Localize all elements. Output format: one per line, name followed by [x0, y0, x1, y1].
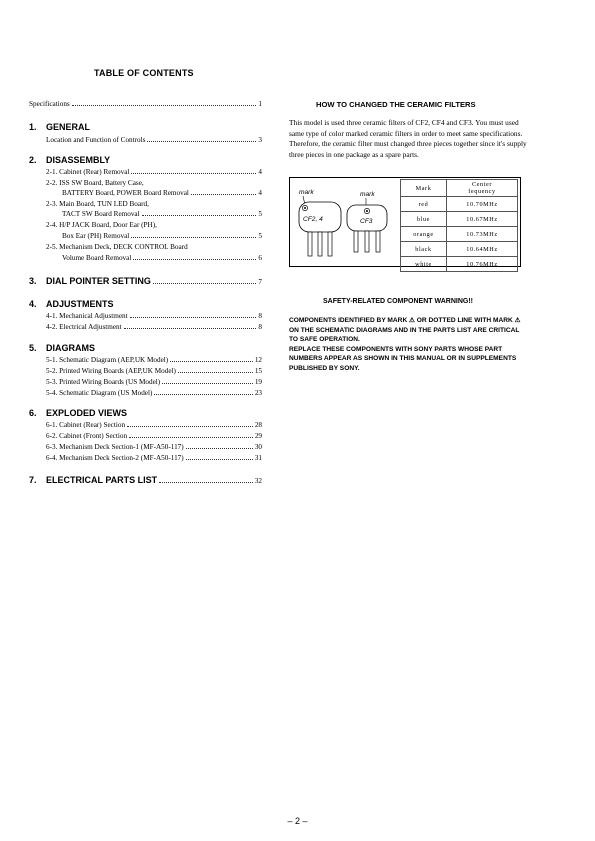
toc-title: TABLE OF CONTENTS: [94, 68, 194, 78]
toc-page-number: 12: [254, 356, 262, 364]
leader-dots: [133, 258, 256, 260]
section-number: 2.: [29, 155, 37, 165]
filter-lead: [354, 231, 358, 252]
leader-dots: [147, 140, 256, 142]
toc-entry-label: 6-1. Cabinet (Rear) Section: [46, 421, 126, 429]
toc-entry-label: Location and Function of Controls: [46, 136, 146, 144]
ceramic-filter-table: [400, 179, 518, 272]
toc-page-number: 29: [254, 432, 262, 440]
toc-section-general[interactable]: [29, 122, 262, 133]
color-mark-dot-center: [366, 210, 368, 212]
toc-entry-label: 4-1. Mechanical Adjustment: [46, 312, 128, 320]
leader-dots: [127, 425, 253, 427]
section-title: ADJUSTMENTS: [46, 299, 114, 309]
table-row: [401, 197, 518, 212]
table-row: [401, 212, 518, 227]
section-number: 6.: [29, 408, 37, 418]
leader-dots: [130, 316, 257, 318]
leader-dots: [186, 447, 253, 449]
table-row: [401, 227, 518, 242]
section-title: GENERAL: [46, 122, 91, 132]
leader-dots: [124, 327, 257, 329]
table-cell-frequency: 10.67MHz: [447, 212, 518, 227]
toc-entry-label: Volume Board Removal: [62, 254, 132, 262]
toc-entry[interactable]: [46, 136, 262, 145]
filter-lead: [376, 231, 380, 252]
section-title: DIAL POINTER SETTING: [46, 276, 151, 286]
filter-lead: [365, 231, 369, 252]
toc-page-number: 1: [258, 100, 262, 108]
part-label-cf2-4: CF2, 4: [303, 216, 323, 223]
toc-entry[interactable]: [46, 378, 262, 387]
toc-page-number: 31: [254, 454, 262, 462]
toc-entry-label: 6-2. Cabinet (Front) Section: [46, 432, 128, 440]
toc-entry-label: Specifications: [29, 100, 70, 108]
section-number: 3.: [29, 276, 37, 286]
toc-entry[interactable]: [62, 210, 262, 219]
filter-lead: [318, 232, 322, 256]
toc-entry[interactable]: [46, 367, 262, 376]
table-cell-frequency: 10.64MHz: [447, 242, 518, 257]
column-header-center-frequency: [447, 180, 518, 197]
section-number: 5.: [29, 343, 37, 353]
toc-section-diagrams[interactable]: [29, 343, 262, 354]
toc-entry-label: 6-3. Mechanism Deck Section-1 (MF-A50-117): [46, 443, 184, 451]
toc-entry-label: 5-2. Printed Wiring Boards (AEP,UK Model): [46, 367, 176, 375]
toc-entry-label[interactable]: 2-5. Mechanism Deck, DECK CONTROL Board: [46, 243, 188, 251]
toc-entry[interactable]: [62, 254, 262, 263]
ceramic-paragraph: This model is used three ceramic filters of CF2, CF4 and CF3. You must used same type of color marked ceramic filters in order to meet same specifications.: [289, 118, 523, 138]
mark-label-1: mark: [299, 189, 314, 196]
table-cell-mark: black: [401, 242, 447, 257]
table-cell-mark: red: [401, 197, 447, 212]
leader-dots: [142, 214, 257, 216]
table-row: [401, 257, 518, 272]
section-number: 4.: [29, 299, 37, 309]
section-title: DISASSEMBLY: [46, 155, 111, 165]
table-cell-frequency: 10.73MHz: [447, 227, 518, 242]
section-title: EXPLODED VIEWS: [46, 408, 128, 418]
column-header-mark: Mark: [401, 180, 447, 197]
toc-entry[interactable]: [46, 168, 262, 177]
ceramic-filters-text: [289, 118, 531, 160]
leader-dots: [129, 436, 253, 438]
table-row: [401, 242, 518, 257]
toc-entry-label: 4-2. Electrical Adjustment: [46, 323, 122, 331]
leader-dots: [154, 393, 252, 395]
toc-page-number: 5: [258, 232, 262, 240]
leader-dots: [72, 104, 257, 106]
toc-entry-label: 2-1. Cabinet (Rear) Removal: [46, 168, 130, 176]
toc-page-number: 7: [258, 278, 262, 286]
toc-page-number: 32: [254, 477, 262, 485]
toc-entry[interactable]: [46, 432, 262, 441]
toc-section-exploded-views[interactable]: [29, 408, 262, 419]
safety-warning-text: [289, 316, 529, 374]
table-header-row: [401, 180, 518, 197]
toc-page-number: 6: [258, 254, 262, 262]
leader-dots: [162, 382, 253, 384]
toc-section-electrical-parts-list[interactable]: [29, 475, 262, 487]
toc-entry[interactable]: [46, 356, 262, 365]
toc-page-number: 4: [258, 168, 262, 176]
section-title: ELECTRICAL PARTS LIST: [46, 475, 158, 485]
leader-dots: [178, 371, 253, 373]
toc-entry[interactable]: [46, 454, 262, 463]
filter-lead: [328, 232, 332, 256]
toc-section-disassembly[interactable]: [29, 155, 262, 166]
toc-entry[interactable]: [62, 189, 262, 198]
safety-paragraph-2: REPLACE THESE COMPONENTS WITH SONY PARTS WHOSE PART NUMBERS APPEAR AS SHOWN IN THIS MANUAL OR IN SUPPLEMENTS PUBLISHED BY SONY.: [289, 345, 517, 372]
toc-page-number: 4: [258, 189, 262, 197]
toc-entry[interactable]: [46, 323, 262, 332]
part-label-cf3: CF3: [360, 218, 373, 225]
toc-entry-label[interactable]: 2-4. H/P JACK Board, Door Ear (PH),: [46, 221, 157, 229]
leader-dots: [131, 172, 256, 174]
toc-entry-label: TACT SW Board Removal: [62, 210, 140, 218]
page-number: – 2 –: [287, 816, 308, 826]
filter-lead: [308, 232, 312, 256]
toc-entry-label[interactable]: 2-2. ISS SW Board, Battery Case,: [46, 179, 144, 187]
toc-section-adjustments[interactable]: [29, 299, 262, 310]
column-header-line: Center fequency: [468, 181, 496, 195]
toc-section-dial-pointer-setting[interactable]: [29, 276, 262, 288]
table-cell-mark: white: [401, 257, 447, 272]
toc-entry[interactable]: [46, 421, 262, 430]
toc-page-number: 19: [254, 378, 262, 386]
toc-entry[interactable]: [62, 232, 262, 241]
table-cell-frequency: 10.76MHz: [447, 257, 518, 272]
leader-dots: [191, 193, 257, 195]
toc-entry-label: BATTERY Board, POWER Board Removal: [62, 189, 189, 197]
toc-page-number: 28: [254, 421, 262, 429]
color-mark-dot-center: [304, 207, 306, 209]
toc-entry-label: 6-4. Mechanism Deck Section-2 (MF-A50-117): [46, 454, 184, 462]
toc-entry[interactable]: [46, 312, 262, 321]
toc-entry-label[interactable]: 2-3. Main Board, TUN LED Board,: [46, 200, 149, 208]
toc-entry[interactable]: [46, 443, 262, 452]
toc-entry[interactable]: [46, 389, 262, 398]
leader-dots: [159, 481, 253, 483]
toc-page-number: 5: [258, 210, 262, 218]
toc-entry-label: Box Ear (PH) Removal: [62, 232, 130, 240]
toc-page-number: 15: [254, 367, 262, 375]
safety-warning-title: SAFETY-RELATED COMPONENT WARNING!!: [323, 298, 473, 305]
ceramic-filters-title: HOW TO CHANGED THE CERAMIC FILTERS: [316, 100, 476, 109]
table-cell-mark: blue: [401, 212, 447, 227]
toc-entry-label: 5-1. Schematic Diagram (AEP,UK Model): [46, 356, 169, 364]
ceramic-filter-diagram: [290, 178, 400, 266]
section-title: DIAGRAMS: [46, 343, 95, 353]
toc-page-number: 8: [258, 312, 262, 320]
toc-entry-label: 5-3. Printed Wiring Boards (US Model): [46, 378, 161, 386]
leader-dots: [170, 360, 253, 362]
table-cell-mark: orange: [401, 227, 447, 242]
section-number: 1.: [29, 122, 37, 132]
leader-dots: [153, 282, 257, 284]
toc-page-number: 3: [258, 136, 262, 144]
section-number: 7.: [29, 475, 37, 485]
leader-dots: [186, 458, 253, 460]
toc-entry-label: 5-4. Schematic Diagram (US Model): [46, 389, 153, 397]
leader-dots: [131, 236, 256, 238]
ceramic-paragraph-2: Therefore, the ceramic filter must changed three pieces together since it's supply three pieces in one package as a spare parts.: [289, 139, 527, 159]
toc-page-number: 30: [254, 443, 262, 451]
toc-specifications[interactable]: [29, 100, 262, 109]
toc-page-number: 8: [258, 323, 262, 331]
mark-label-2: mark: [360, 191, 375, 198]
table-cell-frequency: 10.70MHz: [447, 197, 518, 212]
safety-paragraph-1: COMPONENTS IDENTIFIED BY MARK ⚠ OR DOTTED LINE WITH MARK ⚠ ON THE SCHEMATIC DIAGRAMS AND IN THE PARTS LIST ARE CRITICAL TO SAFE OPERATION.: [289, 317, 521, 344]
toc-page-number: 23: [254, 389, 262, 397]
